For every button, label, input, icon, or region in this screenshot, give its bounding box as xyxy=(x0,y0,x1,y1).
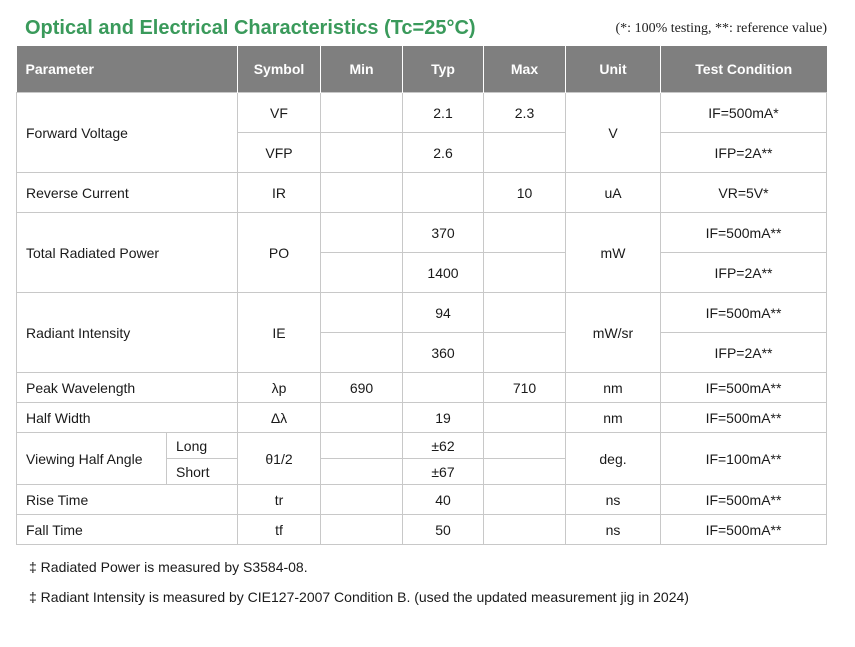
condition-cell: VR=5V* xyxy=(661,173,827,213)
symbol-cell: VFP xyxy=(238,133,321,173)
header-symbol: Symbol xyxy=(238,46,321,93)
typ-cell: 1400 xyxy=(403,253,484,293)
unit-cell: mW/sr xyxy=(566,293,661,373)
parameter-cell: Forward Voltage xyxy=(17,93,238,173)
typ-cell: 2.6 xyxy=(403,133,484,173)
condition-cell: IF=500mA* xyxy=(661,93,827,133)
unit-cell: ns xyxy=(566,485,661,515)
table-row xyxy=(17,515,827,545)
parameter-cell: Viewing Half Angle xyxy=(17,433,167,485)
unit-cell: deg. xyxy=(566,433,661,485)
symbol-cell: θ1/2 xyxy=(238,433,321,485)
min-cell: 690 xyxy=(321,373,403,403)
parameter-cell: Radiant Intensity xyxy=(17,293,238,373)
condition-cell: IF=500mA** xyxy=(661,403,827,433)
min-cell xyxy=(321,213,403,253)
min-cell xyxy=(321,173,403,213)
min-cell xyxy=(321,485,403,515)
max-cell xyxy=(484,403,566,433)
parameter-cell: Fall Time xyxy=(17,515,238,545)
header-unit: Unit xyxy=(566,46,661,93)
typ-cell xyxy=(403,373,484,403)
table-row xyxy=(17,93,827,133)
unit-cell: V xyxy=(566,93,661,173)
min-cell xyxy=(321,515,403,545)
max-cell: 2.3 xyxy=(484,93,566,133)
unit-cell: nm xyxy=(566,373,661,403)
table-row xyxy=(17,173,827,213)
parameter-cell: Rise Time xyxy=(17,485,238,515)
max-cell: 10 xyxy=(484,173,566,213)
min-cell xyxy=(321,293,403,333)
unit-cell: nm xyxy=(566,403,661,433)
typ-cell: 40 xyxy=(403,485,484,515)
condition-cell: IFP=2A** xyxy=(661,253,827,293)
condition-cell: IF=500mA** xyxy=(661,515,827,545)
condition-cell: IFP=2A** xyxy=(661,333,827,373)
parameter-cell: Peak Wavelength xyxy=(17,373,238,403)
footnote-radiated-power: ‡ Radiated Power is measured by S3584-08. xyxy=(29,559,308,575)
condition-cell: IF=500mA** xyxy=(661,485,827,515)
condition-cell: IFP=2A** xyxy=(661,133,827,173)
max-cell xyxy=(484,515,566,545)
condition-cell: IF=500mA** xyxy=(661,213,827,253)
sub-label-cell: Short xyxy=(167,459,238,485)
table-row xyxy=(17,213,827,253)
characteristics-table xyxy=(16,46,827,545)
min-cell xyxy=(321,333,403,373)
symbol-cell: Δλ xyxy=(238,403,321,433)
footnote-radiant-intensity: ‡ Radiant Intensity is measured by CIE127-2007 Condition B. (used the updated measurement jig in 2024) xyxy=(29,589,689,605)
typ-cell xyxy=(403,173,484,213)
typ-cell: 50 xyxy=(403,515,484,545)
max-cell xyxy=(484,433,566,459)
min-cell xyxy=(321,459,403,485)
max-cell xyxy=(484,133,566,173)
header-test-condition: Test Condition xyxy=(661,46,827,93)
symbol-cell: IR xyxy=(238,173,321,213)
table-row xyxy=(17,485,827,515)
unit-cell: ns xyxy=(566,515,661,545)
symbol-cell: PO xyxy=(238,213,321,293)
symbol-cell: IE xyxy=(238,293,321,373)
min-cell xyxy=(321,93,403,133)
unit-cell: mW xyxy=(566,213,661,293)
table-header-row xyxy=(17,46,827,93)
typ-cell: 19 xyxy=(403,403,484,433)
max-cell xyxy=(484,485,566,515)
condition-cell: IF=500mA** xyxy=(661,373,827,403)
sub-label-cell: Long xyxy=(167,433,238,459)
max-cell xyxy=(484,333,566,373)
table-row xyxy=(17,373,827,403)
testing-note: (*: 100% testing, **: reference value) xyxy=(615,21,827,36)
max-cell: 710 xyxy=(484,373,566,403)
symbol-cell: VF xyxy=(238,93,321,133)
unit-cell: uA xyxy=(566,173,661,213)
max-cell xyxy=(484,459,566,485)
typ-cell: ±62 xyxy=(403,433,484,459)
condition-cell: IF=500mA** xyxy=(661,293,827,333)
typ-cell: 360 xyxy=(403,333,484,373)
min-cell xyxy=(321,403,403,433)
page-title: Optical and Electrical Characteristics (Tc=25°C) xyxy=(25,17,476,39)
parameter-cell: Total Radiated Power xyxy=(17,213,238,293)
typ-cell: 370 xyxy=(403,213,484,253)
parameter-cell: Half Width xyxy=(17,403,238,433)
table-row xyxy=(17,293,827,333)
table-row xyxy=(17,403,827,433)
typ-cell: ±67 xyxy=(403,459,484,485)
table-row xyxy=(17,433,827,459)
max-cell xyxy=(484,253,566,293)
min-cell xyxy=(321,253,403,293)
condition-cell: IF=100mA** xyxy=(661,433,827,485)
min-cell xyxy=(321,433,403,459)
header-max: Max xyxy=(484,46,566,93)
min-cell xyxy=(321,133,403,173)
typ-cell: 2.1 xyxy=(403,93,484,133)
header-typ: Typ xyxy=(403,46,484,93)
max-cell xyxy=(484,213,566,253)
typ-cell: 94 xyxy=(403,293,484,333)
header-min: Min xyxy=(321,46,403,93)
parameter-cell: Reverse Current xyxy=(17,173,238,213)
header-parameter: Parameter xyxy=(17,46,238,93)
symbol-cell: tr xyxy=(238,485,321,515)
max-cell xyxy=(484,293,566,333)
symbol-cell: tf xyxy=(238,515,321,545)
symbol-cell: λp xyxy=(238,373,321,403)
